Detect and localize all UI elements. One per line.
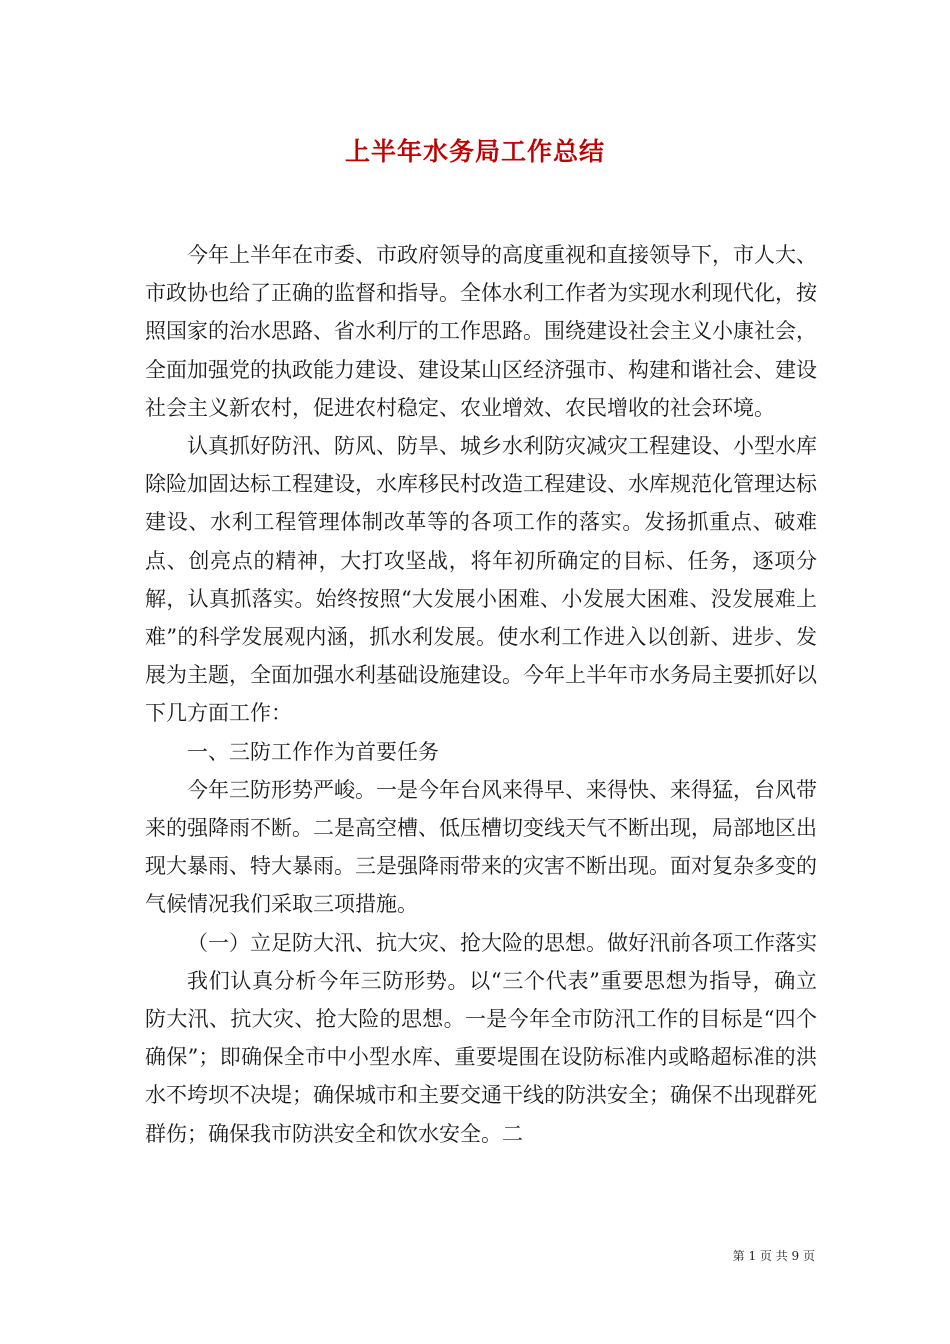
paragraph-tasks: 认真抓好防汛、防风、防旱、城乡水利防灾减灾工程建设、小型水库除险加固达标工程建设，水库移民村改造工程建设、水库规范化管理达标建设、水利工程管理体制改革等的各项工作的落实。发扬抓重点、破难点、创亮点的精神，大打攻坚战，将年初所确定的目标、任务，逐项分解，认真抓落实。始终按照“大发展小困难、小发展大困难、没发展难上难”的科学发展观内涵，抓水利发展。使水利工作进入以创新、进步、发展为主题，全面加强水利基础设施建设。今年上半年市水务局主要抓好以下几方面工作： bbox=[145, 434, 817, 726]
document-body bbox=[145, 236, 817, 1153]
subsection-heading-1: （一）立足防大汛、抗大灾、抢大险的思想。做好汛前各项工作落实 bbox=[187, 930, 817, 955]
page-number: 第 1 页 共 9 页 bbox=[732, 1249, 815, 1263]
paragraph-flood-situation: 今年三防形势严峻。一是今年台风来得早、来得快、来得猛，台风带来的强降雨不断。二是高空槽、低压槽切变线天气不断出现，局部地区出现大暴雨、特大暴雨。三是强降雨带来的灾害不断出现。面对复杂多变的气候情况我们采取三项措施。 bbox=[145, 777, 817, 917]
paragraph-analysis: 我们认真分析今年三防形势。以“三个代表”重要思想为指导，确立防大汛、抗大灾、抢大险的思想。一是今年全市防汛工作的目标是“四个确保”；即确保全市中小型水库、重要堤围在设防标准内或略超标准的洪水不垮坝不决堤；确保城市和主要交通干线的防洪安全；确保不出现群死群伤；确保我市防洪安全和饮水安全。二 bbox=[145, 968, 817, 1146]
section-heading-1: 一、三防工作作为首要任务 bbox=[187, 739, 439, 764]
paragraph-intro: 今年上半年在市委、市政府领导的高度重视和直接领导下，市人大、市政协也给了正确的监督和指导。全体水利工作者为实现水利现代化，按照国家的治水思路、省水利厅的工作思路。围绕建设社会主义小康社会，全面加强党的执政能力建设、建设某山区经济强市、构建和谐社会、建设社会主义新农村，促进农村稳定、农业增效、农民增收的社会环境。 bbox=[145, 243, 817, 420]
document-title: 上半年水务局工作总结 bbox=[344, 137, 605, 166]
